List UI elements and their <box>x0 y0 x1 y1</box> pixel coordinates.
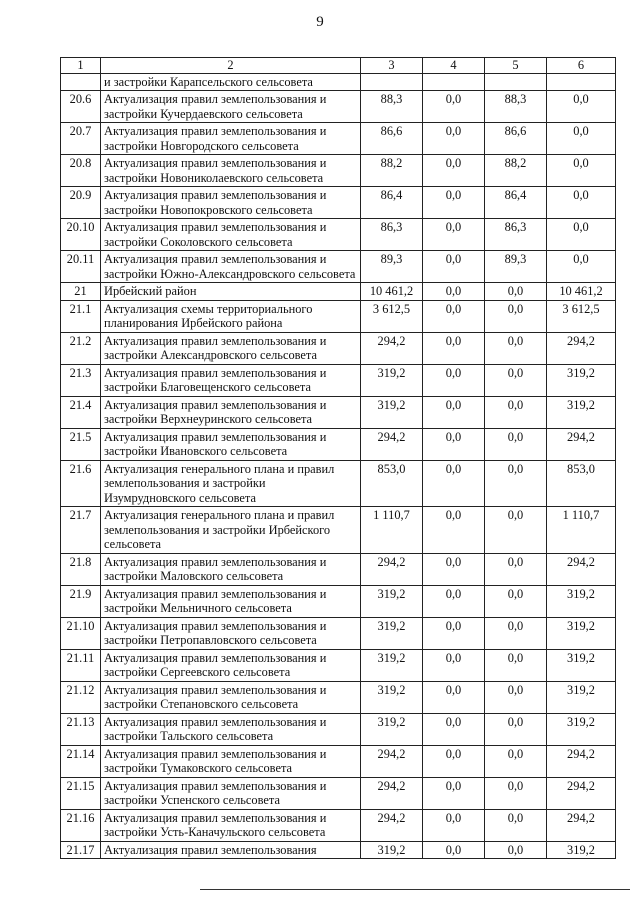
amount-total-cell: 319,2 <box>361 681 423 713</box>
table-row <box>61 123 616 155</box>
amount-col5-cell: 86,3 <box>485 219 547 251</box>
item-name-cell: Актуализация схемы территориального планирования Ирбейского района <box>101 300 361 332</box>
amount-total-cell: 294,2 <box>361 809 423 841</box>
amount-col6-cell: 0,0 <box>547 91 616 123</box>
amount-col4-cell: 0,0 <box>423 364 485 396</box>
amount-col4-cell: 0,0 <box>423 428 485 460</box>
table-row <box>61 396 616 428</box>
amount-col5-cell <box>485 73 547 91</box>
item-name-cell: Ирбейский район <box>101 283 361 301</box>
table-row <box>61 283 616 301</box>
header-row <box>61 58 616 74</box>
item-name-cell: Актуализация правил землепользования и застройки Тумаковского сельсовета <box>101 745 361 777</box>
amount-col6-cell: 853,0 <box>547 460 616 507</box>
amount-col4-cell: 0,0 <box>423 123 485 155</box>
amount-col6-cell: 319,2 <box>547 585 616 617</box>
amount-col4-cell: 0,0 <box>423 187 485 219</box>
amount-col5-cell: 0,0 <box>485 809 547 841</box>
item-number-cell: 21.14 <box>61 745 101 777</box>
amount-col4-cell: 0,0 <box>423 460 485 507</box>
table-row <box>61 585 616 617</box>
item-name-cell: Актуализация генерального плана и правил землепользования и застройки Ирбейского сельсовета <box>101 507 361 554</box>
item-number-cell: 20.10 <box>61 219 101 251</box>
amount-total-cell: 853,0 <box>361 460 423 507</box>
amount-col4-cell: 0,0 <box>423 300 485 332</box>
item-number-cell: 21.4 <box>61 396 101 428</box>
amount-col5-cell: 0,0 <box>485 283 547 301</box>
amount-total-cell: 86,6 <box>361 123 423 155</box>
item-number-cell: 21.11 <box>61 649 101 681</box>
amount-col5-cell: 0,0 <box>485 300 547 332</box>
item-name-cell: Актуализация правил землепользования и застройки Кучердаевского сельсовета <box>101 91 361 123</box>
table-header <box>61 58 616 74</box>
item-name-cell: Актуализация правил землепользования и застройки Успенского сельсовета <box>101 777 361 809</box>
amount-total-cell: 294,2 <box>361 332 423 364</box>
item-name-cell: Актуализация правил землепользования и застройки Петропавловского сельсовета <box>101 617 361 649</box>
item-name-cell: Актуализация правил землепользования и застройки Ивановского сельсовета <box>101 428 361 460</box>
amount-col6-cell: 294,2 <box>547 332 616 364</box>
amount-total-cell: 319,2 <box>361 585 423 617</box>
amount-col4-cell: 0,0 <box>423 91 485 123</box>
item-name-cell: Актуализация правил землепользования и застройки Новгородского сельсовета <box>101 123 361 155</box>
bottom-rule <box>200 889 630 890</box>
amount-col5-cell: 0,0 <box>485 713 547 745</box>
amount-total-cell: 1 110,7 <box>361 507 423 554</box>
table-row <box>61 364 616 396</box>
amount-col4-cell: 0,0 <box>423 713 485 745</box>
table-row <box>61 187 616 219</box>
amount-col6-cell: 0,0 <box>547 155 616 187</box>
amount-total-cell: 319,2 <box>361 841 423 859</box>
table-row <box>61 713 616 745</box>
amount-col5-cell: 89,3 <box>485 251 547 283</box>
amount-col5-cell: 0,0 <box>485 332 547 364</box>
amount-col4-cell: 0,0 <box>423 251 485 283</box>
amount-col5-cell: 0,0 <box>485 553 547 585</box>
amount-col4-cell: 0,0 <box>423 777 485 809</box>
column-header: 1 <box>61 58 101 74</box>
amount-col5-cell: 88,2 <box>485 155 547 187</box>
item-number-cell: 20.11 <box>61 251 101 283</box>
table-row <box>61 460 616 507</box>
amount-total-cell <box>361 73 423 91</box>
amount-col5-cell: 0,0 <box>485 364 547 396</box>
item-name-cell: Актуализация правил землепользования и застройки Южно-Александровского сельсовета <box>101 251 361 283</box>
amount-col4-cell: 0,0 <box>423 553 485 585</box>
amount-total-cell: 319,2 <box>361 713 423 745</box>
table-row <box>61 219 616 251</box>
table-row <box>61 251 616 283</box>
amount-col5-cell: 0,0 <box>485 617 547 649</box>
amount-col5-cell: 0,0 <box>485 745 547 777</box>
item-name-cell: Актуализация правил землепользования и застройки Степановского сельсовета <box>101 681 361 713</box>
item-name-cell: Актуализация генерального плана и правил землепользования и застройки Изумрудновского сельсовета <box>101 460 361 507</box>
amount-total-cell: 319,2 <box>361 396 423 428</box>
table-row <box>61 553 616 585</box>
item-name-cell: Актуализация правил землепользования и застройки Мельничного сельсовета <box>101 585 361 617</box>
table-row <box>61 777 616 809</box>
item-number-cell: 21.3 <box>61 364 101 396</box>
table-row <box>61 428 616 460</box>
amount-total-cell: 294,2 <box>361 428 423 460</box>
item-number-cell: 21.8 <box>61 553 101 585</box>
item-name-cell: Актуализация правил землепользования и застройки Верхнеуринского сельсовета <box>101 396 361 428</box>
amount-col4-cell: 0,0 <box>423 219 485 251</box>
table-row <box>61 300 616 332</box>
amount-col5-cell: 0,0 <box>485 460 547 507</box>
table-row <box>61 681 616 713</box>
amount-total-cell: 10 461,2 <box>361 283 423 301</box>
item-number-cell: 21.2 <box>61 332 101 364</box>
column-header: 3 <box>361 58 423 74</box>
amount-col5-cell: 0,0 <box>485 396 547 428</box>
amount-col4-cell: 0,0 <box>423 332 485 364</box>
item-name-cell: Актуализация правил землепользования и застройки Александровского сельсовета <box>101 332 361 364</box>
amount-total-cell: 86,4 <box>361 187 423 219</box>
item-number-cell: 20.6 <box>61 91 101 123</box>
amount-total-cell: 88,3 <box>361 91 423 123</box>
item-number-cell: 21.6 <box>61 460 101 507</box>
item-name-cell: Актуализация правил землепользования и застройки Сергеевского сельсовета <box>101 649 361 681</box>
amount-col4-cell: 0,0 <box>423 649 485 681</box>
amount-col6-cell: 319,2 <box>547 396 616 428</box>
amount-col5-cell: 0,0 <box>485 777 547 809</box>
table-row <box>61 617 616 649</box>
item-number-cell: 20.9 <box>61 187 101 219</box>
amount-col6-cell: 0,0 <box>547 123 616 155</box>
item-name-cell: Актуализация правил землепользования и застройки Усть-Каначульского сельсовета <box>101 809 361 841</box>
amount-col5-cell: 0,0 <box>485 649 547 681</box>
amount-total-cell: 88,2 <box>361 155 423 187</box>
amount-col5-cell: 88,3 <box>485 91 547 123</box>
item-number-cell: 21.13 <box>61 713 101 745</box>
item-number-cell: 21.9 <box>61 585 101 617</box>
column-header: 5 <box>485 58 547 74</box>
amount-total-cell: 3 612,5 <box>361 300 423 332</box>
amount-col6-cell: 1 110,7 <box>547 507 616 554</box>
amount-total-cell: 319,2 <box>361 617 423 649</box>
item-number-cell: 21.7 <box>61 507 101 554</box>
amount-col6-cell <box>547 73 616 91</box>
table-row <box>61 649 616 681</box>
amount-col4-cell: 0,0 <box>423 681 485 713</box>
item-name-cell: Актуализация правил землепользования и застройки Благовещенского сельсовета <box>101 364 361 396</box>
item-number-cell: 21.15 <box>61 777 101 809</box>
amount-col5-cell: 86,6 <box>485 123 547 155</box>
amount-col6-cell: 319,2 <box>547 364 616 396</box>
amount-total-cell: 319,2 <box>361 649 423 681</box>
column-header: 4 <box>423 58 485 74</box>
item-name-cell: Актуализация правил землепользования и застройки Новопокровского сельсовета <box>101 187 361 219</box>
amount-col6-cell: 319,2 <box>547 681 616 713</box>
amount-total-cell: 294,2 <box>361 777 423 809</box>
amount-total-cell: 89,3 <box>361 251 423 283</box>
amount-col6-cell: 0,0 <box>547 187 616 219</box>
amount-col6-cell: 3 612,5 <box>547 300 616 332</box>
amount-col5-cell: 0,0 <box>485 507 547 554</box>
amount-col4-cell: 0,0 <box>423 745 485 777</box>
amount-col5-cell: 0,0 <box>485 428 547 460</box>
amount-col4-cell: 0,0 <box>423 507 485 554</box>
item-name-cell: Актуализация правил землепользования <box>101 841 361 859</box>
amount-col5-cell: 0,0 <box>485 841 547 859</box>
amount-col4-cell: 0,0 <box>423 396 485 428</box>
item-name-cell: Актуализация правил землепользования и застройки Тальского сельсовета <box>101 713 361 745</box>
amount-total-cell: 86,3 <box>361 219 423 251</box>
item-number-cell: 21 <box>61 283 101 301</box>
amount-col4-cell: 0,0 <box>423 809 485 841</box>
amount-col6-cell: 294,2 <box>547 428 616 460</box>
amount-col4-cell <box>423 73 485 91</box>
item-name-cell: Актуализация правил землепользования и застройки Маловского сельсовета <box>101 553 361 585</box>
table-row <box>61 809 616 841</box>
item-number-cell: 20.7 <box>61 123 101 155</box>
item-number-cell: 21.5 <box>61 428 101 460</box>
item-number-cell: 21.17 <box>61 841 101 859</box>
amount-total-cell: 294,2 <box>361 553 423 585</box>
table-row <box>61 155 616 187</box>
amount-col5-cell: 0,0 <box>485 681 547 713</box>
budget-table <box>60 57 616 859</box>
table-row <box>61 73 616 91</box>
amount-col6-cell: 10 461,2 <box>547 283 616 301</box>
page-number: 9 <box>316 14 324 30</box>
table-body <box>61 73 616 859</box>
amount-col6-cell: 319,2 <box>547 617 616 649</box>
amount-col5-cell: 0,0 <box>485 585 547 617</box>
amount-col6-cell: 319,2 <box>547 713 616 745</box>
amount-col6-cell: 294,2 <box>547 745 616 777</box>
item-number-cell: 21.16 <box>61 809 101 841</box>
item-number-cell: 21.12 <box>61 681 101 713</box>
amount-col4-cell: 0,0 <box>423 585 485 617</box>
item-number-cell: 21.10 <box>61 617 101 649</box>
amount-col6-cell: 319,2 <box>547 841 616 859</box>
column-header: 2 <box>101 58 361 74</box>
amount-col6-cell: 294,2 <box>547 809 616 841</box>
amount-col4-cell: 0,0 <box>423 841 485 859</box>
amount-total-cell: 294,2 <box>361 745 423 777</box>
amount-col6-cell: 319,2 <box>547 649 616 681</box>
amount-col4-cell: 0,0 <box>423 617 485 649</box>
amount-col6-cell: 0,0 <box>547 251 616 283</box>
amount-col6-cell: 294,2 <box>547 777 616 809</box>
amount-col4-cell: 0,0 <box>423 155 485 187</box>
table-row <box>61 507 616 554</box>
table-row <box>61 841 616 859</box>
amount-col4-cell: 0,0 <box>423 283 485 301</box>
table-row <box>61 91 616 123</box>
table-row <box>61 745 616 777</box>
amount-col5-cell: 86,4 <box>485 187 547 219</box>
amount-col6-cell: 0,0 <box>547 219 616 251</box>
table-row <box>61 332 616 364</box>
item-number-cell <box>61 73 101 91</box>
item-name-cell: Актуализация правил землепользования и застройки Новониколаевского сельсовета <box>101 155 361 187</box>
item-number-cell: 21.1 <box>61 300 101 332</box>
item-name-cell: Актуализация правил землепользования и застройки Соколовского сельсовета <box>101 219 361 251</box>
item-name-cell: и застройки Карапсельского сельсовета <box>101 73 361 91</box>
amount-total-cell: 319,2 <box>361 364 423 396</box>
column-header: 6 <box>547 58 616 74</box>
amount-col6-cell: 294,2 <box>547 553 616 585</box>
item-number-cell: 20.8 <box>61 155 101 187</box>
